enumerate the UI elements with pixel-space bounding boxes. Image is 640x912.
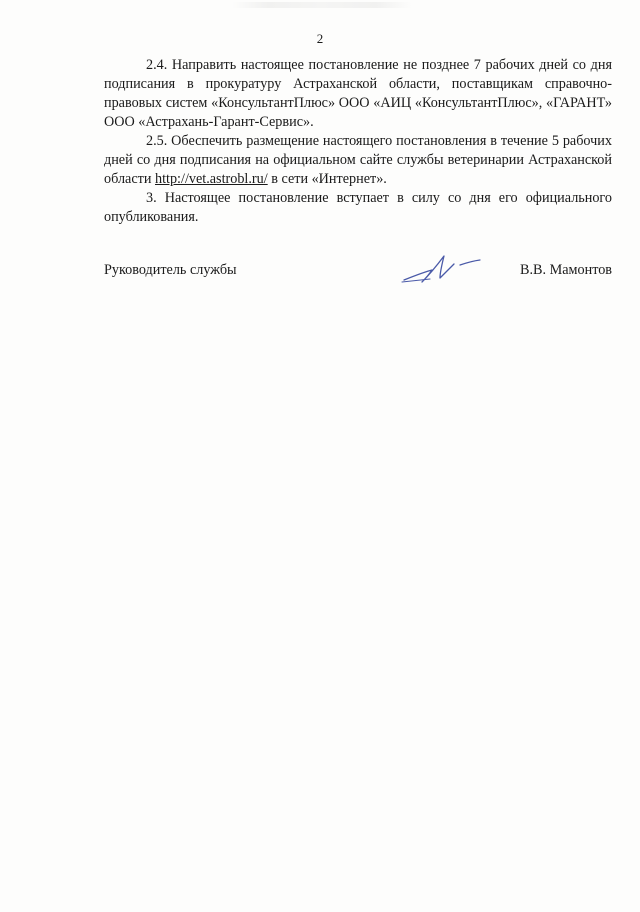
handwritten-signature <box>400 252 486 286</box>
scan-artifact <box>232 2 412 8</box>
paragraph-2-5 <box>104 132 612 189</box>
paragraph-2-4: 2.4. Направить настоящее постановление не позднее 7 рабочих дней со дня подписания в прокуратуру Астраханской области, поставщикам справочно-правовых систем «КонсультантПлюс» ООО «АИЦ «КонсультантПлюс», «ГАРАНТ» ООО «Астрахань-Гарант-Сервис». <box>104 57 612 130</box>
vet-service-website-link[interactable]: http://vet.astrobl.ru/ <box>154 171 268 187</box>
page-number: 2 <box>316 31 324 46</box>
signer-name: В.В. Мамонтов <box>520 262 612 278</box>
paragraph-2-5-text-end: в сети «Интернет». <box>267 171 387 187</box>
signature-block <box>104 262 612 292</box>
signer-title: Руководитель службы <box>104 262 237 278</box>
document-body <box>104 56 612 227</box>
paragraph-2-5-text-start: 2.5. Обеспечить размещение настоящего постановления в течение 5 рабочих дней со дня подписания на официальном сайте службы ветеринарии Астраханской области <box>104 133 612 187</box>
paragraph-3: 3. Настоящее постановление вступает в силу со дня его официального опубликования. <box>104 190 612 225</box>
